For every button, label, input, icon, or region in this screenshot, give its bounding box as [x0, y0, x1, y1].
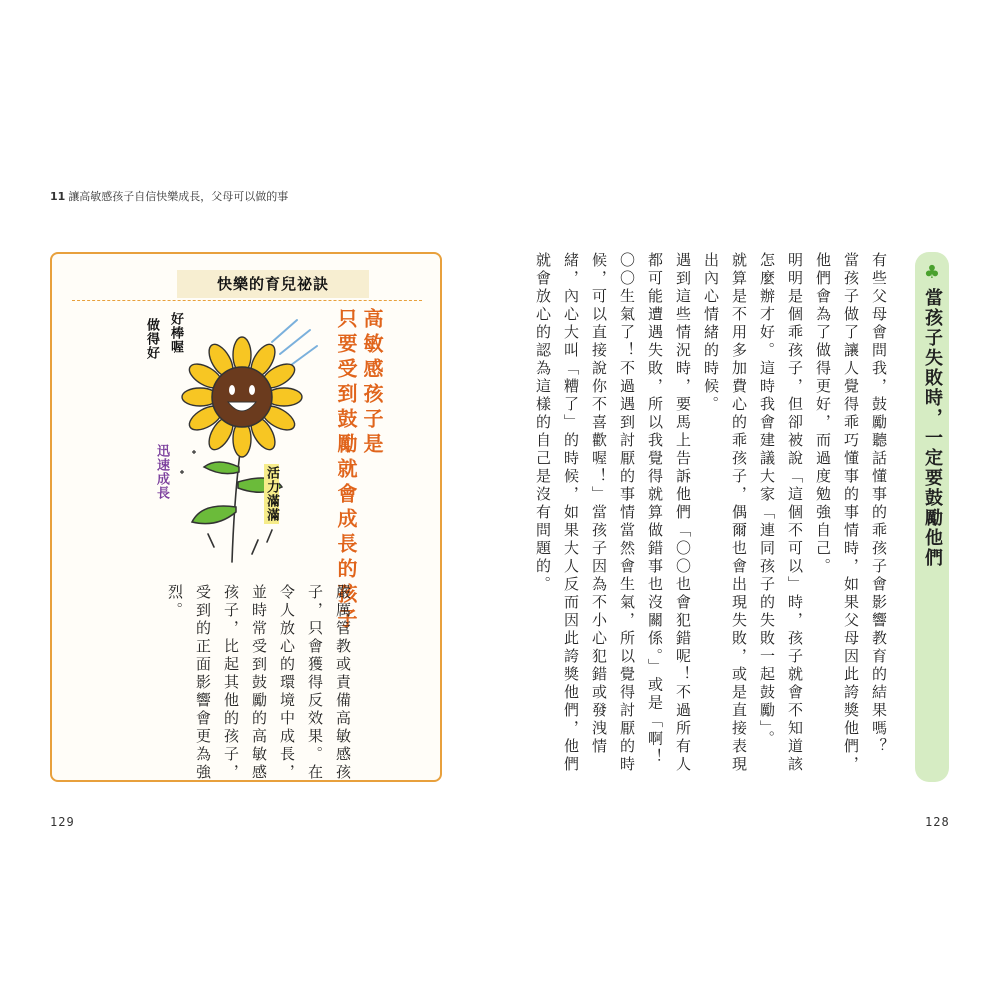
panel-body-text: 嚴厲管教或責備高敏感孩子，只會獲得反效果。在令人放心的環境中成長，並時常受到鼓勵的高敏感孩子，比起其他的孩子，受到的正面影響會更為強烈。	[166, 584, 352, 782]
page-number-left: 129	[50, 815, 75, 829]
chapter-title: 讓高敏感孩子自信快樂成長，父母可以做的事	[68, 190, 289, 203]
paragraph: 明明是個乖孩子，但卻被說「這個不可以」時，孩子就會不知道該怎麼辦才好。這時我會建議大家「連同孩子的失敗一起鼓勵」。	[758, 252, 804, 774]
chapter-number: 11	[50, 190, 66, 203]
paragraph: 有些父母會問我，鼓勵聽話懂事的乖孩子會影響教育的結果嗎？	[870, 252, 888, 756]
panel-divider	[72, 300, 422, 301]
running-header	[50, 188, 288, 204]
paragraph: 就算是不用多加費心的乖孩子，偶爾也會出現失敗，或是直接表現出內心情緒的時候。	[702, 252, 748, 774]
paragraph: 遇到這些情況時，要馬上告訴他們「〇〇也會犯錯呢！不過所有人都可能遭遇失敗，所以我覺得就算做錯事也沒關係。」或是「啊！〇〇生氣了！不過遇到討厭的事情當然會生氣，所以覺得討厭的時候，可以直接說你不喜歡喔！」當孩子因為不小心犯錯或發洩情緒，內心大叫「糟了」的時候，如果大人反而因此誇獎他們，他們就會放心的認為這樣的自己是沒有問題的。	[534, 252, 692, 774]
panel-headline-2: 只要受到鼓勵就會成長的孩子	[334, 308, 358, 633]
callout-grow-fast: 迅速成長	[154, 444, 169, 500]
callout-well-done: 做得好	[144, 318, 159, 360]
callout-energetic: 活力滿滿	[264, 466, 279, 522]
callout-great: 好棒喔	[168, 312, 183, 354]
body-text	[534, 252, 893, 782]
paragraph: 當孩子做了讓人覺得乖巧懂事的事情時，如果父母因此誇獎他們，他們會為了做得更好，而過度勉強自己。	[814, 252, 860, 774]
panel-headline-1: 高敏感孩子是	[360, 308, 384, 458]
panel-title: 快樂的育兒祕訣	[177, 270, 369, 298]
section-title: 當孩子失敗時，一定要鼓勵他們	[922, 288, 943, 568]
tips-panel	[50, 252, 442, 782]
section-heading	[915, 252, 949, 782]
page-number-right: 128	[925, 815, 950, 829]
clover-icon: ♣	[923, 262, 941, 283]
